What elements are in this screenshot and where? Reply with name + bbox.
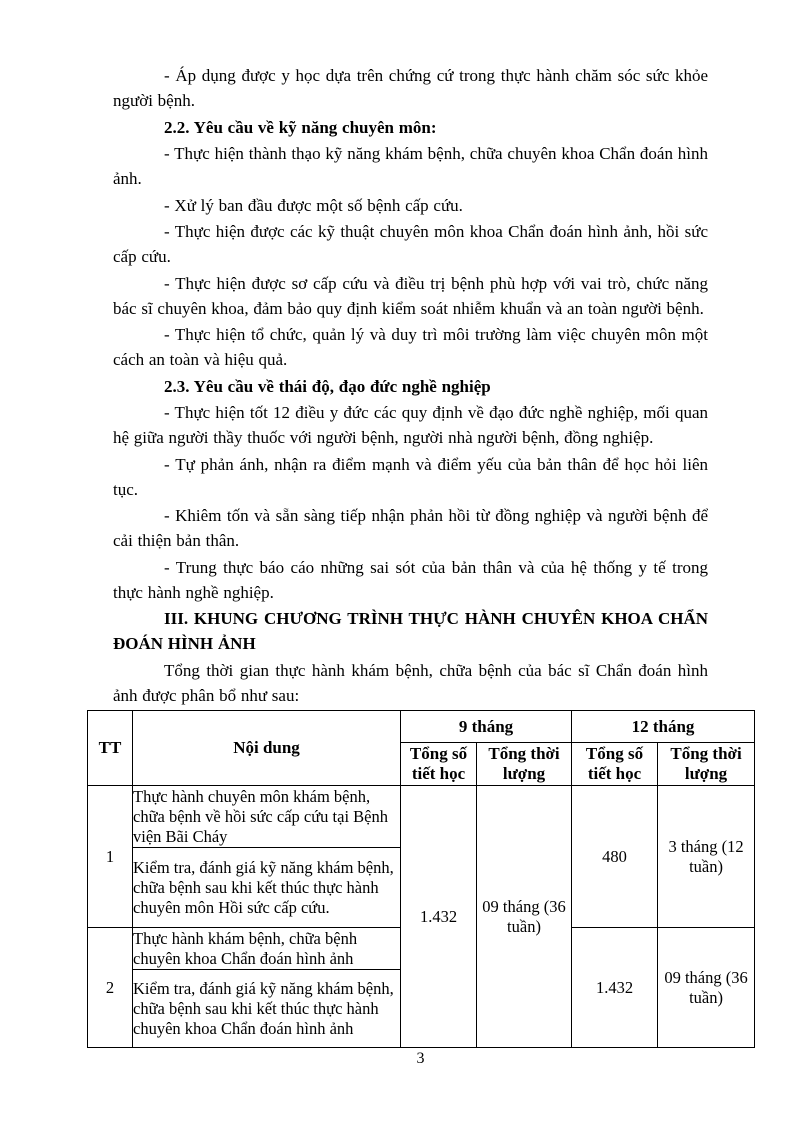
table-row-2-12-tong-so-tiet-hoc: 1.432 (572, 928, 658, 1048)
paragraph-trung-thuc-bao-cao: - Trung thực báo cáo những sai sót của bản thân và của hệ thống y tế trong thực hành nghề nghiệp. (113, 557, 708, 602)
document-body (113, 63, 708, 709)
paragraph-khiem-ton: - Khiêm tốn và sẵn sàng tiếp nhận phản hồi từ đồng nghiệp và người bệnh để cải thiện bản thân. (113, 506, 708, 550)
table-merged-9-tong-thoi-luong: 09 tháng (36 tuần) (477, 786, 572, 1048)
table-header-9-tong-so-tiet-hoc: Tổng số tiết học (401, 743, 477, 786)
table-row-1-tt: 1 (88, 786, 133, 928)
section-heading-2-3: 2.3. Yêu cầu về thái độ, đạo đức nghề nghiệp (164, 376, 491, 396)
table-header-tt: TT (88, 711, 133, 786)
paragraph-ap-dung-y-hoc: - Áp dụng được y học dựa trên chứng cứ trong thực hành chăm sóc sức khỏe người bệnh. (113, 66, 708, 110)
table-row-2-12-tong-thoi-luong: 09 tháng (36 tuần) (658, 928, 755, 1048)
paragraph-ky-thuat-chuyen-mon: - Thực hiện được các kỹ thuật chuyên môn khoa Chẩn đoán hình ảnh, hồi sức cấp cứu. (113, 222, 708, 266)
table-header-group-12-thang: 12 tháng (572, 711, 755, 743)
paragraph-thanh-thao-ky-nang: - Thực hiện thành thạo kỹ năng khám bệnh, chữa chuyên khoa Chẩn đoán hình ảnh. (113, 144, 708, 188)
section-heading-2-2: 2.2. Yêu cầu về kỹ năng chuyên môn: (164, 117, 437, 137)
paragraph-so-cap-cuu: - Thực hiện được sơ cấp cứu và điều trị bệnh phù hợp với vai trò, chức năng bác sĩ chuyên khoa, đảm bảo quy định kiểm soát nhiễm khuẩn và an toàn người bệnh. (113, 273, 708, 318)
table-header-9-tong-thoi-luong: Tổng thời lượng (477, 743, 572, 786)
table-header-12-tong-so-tiet-hoc: Tổng số tiết học (572, 743, 658, 786)
table-row-2-noi-dung-1: Thực hành khám bệnh, chữa bệnh chuyên khoa Chẩn đoán hình ảnh (133, 928, 401, 970)
table-merged-9-tong-so-tiet-hoc: 1.432 (401, 786, 477, 1048)
section-heading-iii: III. KHUNG CHƯƠNG TRÌNH THỰC HÀNH CHUYÊN KHOA CHẨN ĐOÁN HÌNH ẢNH (113, 609, 708, 653)
table-row-2-noi-dung-2: Kiểm tra, đánh giá kỹ năng khám bệnh, chữa bệnh sau khi kết thúc thực hành chuyên khoa Chẩn đoán hình ảnh (133, 970, 401, 1048)
paragraph-tu-phan-anh: - Tự phản ánh, nhận ra điểm mạnh và điểm yếu của bản thân để học hỏi liên tục. (113, 454, 708, 499)
table-row-1-noi-dung-2: Kiểm tra, đánh giá kỹ năng khám bệnh, chữa bệnh sau khi kết thúc thực hành chuyên môn Hồi sức cấp cứu. (133, 848, 401, 928)
table-row-1-noi-dung-1: Thực hành chuyên môn khám bệnh, chữa bệnh về hồi sức cấp cứu tại Bệnh viện Bãi Cháy (133, 786, 401, 848)
table-row-1-12-tong-so-tiet-hoc: 480 (572, 786, 658, 928)
training-program-table (87, 710, 755, 1048)
paragraph-12-dieu-y-duc: - Thực hiện tốt 12 điều y đức các quy định về đạo đức nghề nghiệp, mối quan hệ giữa người thầy thuốc với người bệnh, người nhà người bệnh, đồng nghiệp. (113, 403, 708, 447)
table-row-2-tt: 2 (88, 928, 133, 1048)
paragraph-tong-thoi-gian: Tổng thời gian thực hành khám bệnh, chữa bệnh của bác sĩ Chẩn đoán hình ảnh được phân bổ như sau: (113, 660, 708, 705)
paragraph-to-chuc-quan-ly: - Thực hiện tổ chức, quản lý và duy trì môi trường làm việc chuyên môn một cách an toàn và hiệu quả. (113, 325, 708, 369)
paragraph-xu-ly-ban-dau: - Xử lý ban đầu được một số bệnh cấp cứu. (164, 195, 463, 215)
table-header-12-tong-thoi-luong: Tổng thời lượng (658, 743, 755, 786)
page-number: 3 (416, 1050, 425, 1067)
table-header-group-9-thang: 9 tháng (401, 711, 572, 743)
table-row-1-12-tong-thoi-luong: 3 tháng (12 tuần) (658, 786, 755, 928)
table-header-noi-dung: Nội dung (133, 711, 401, 786)
